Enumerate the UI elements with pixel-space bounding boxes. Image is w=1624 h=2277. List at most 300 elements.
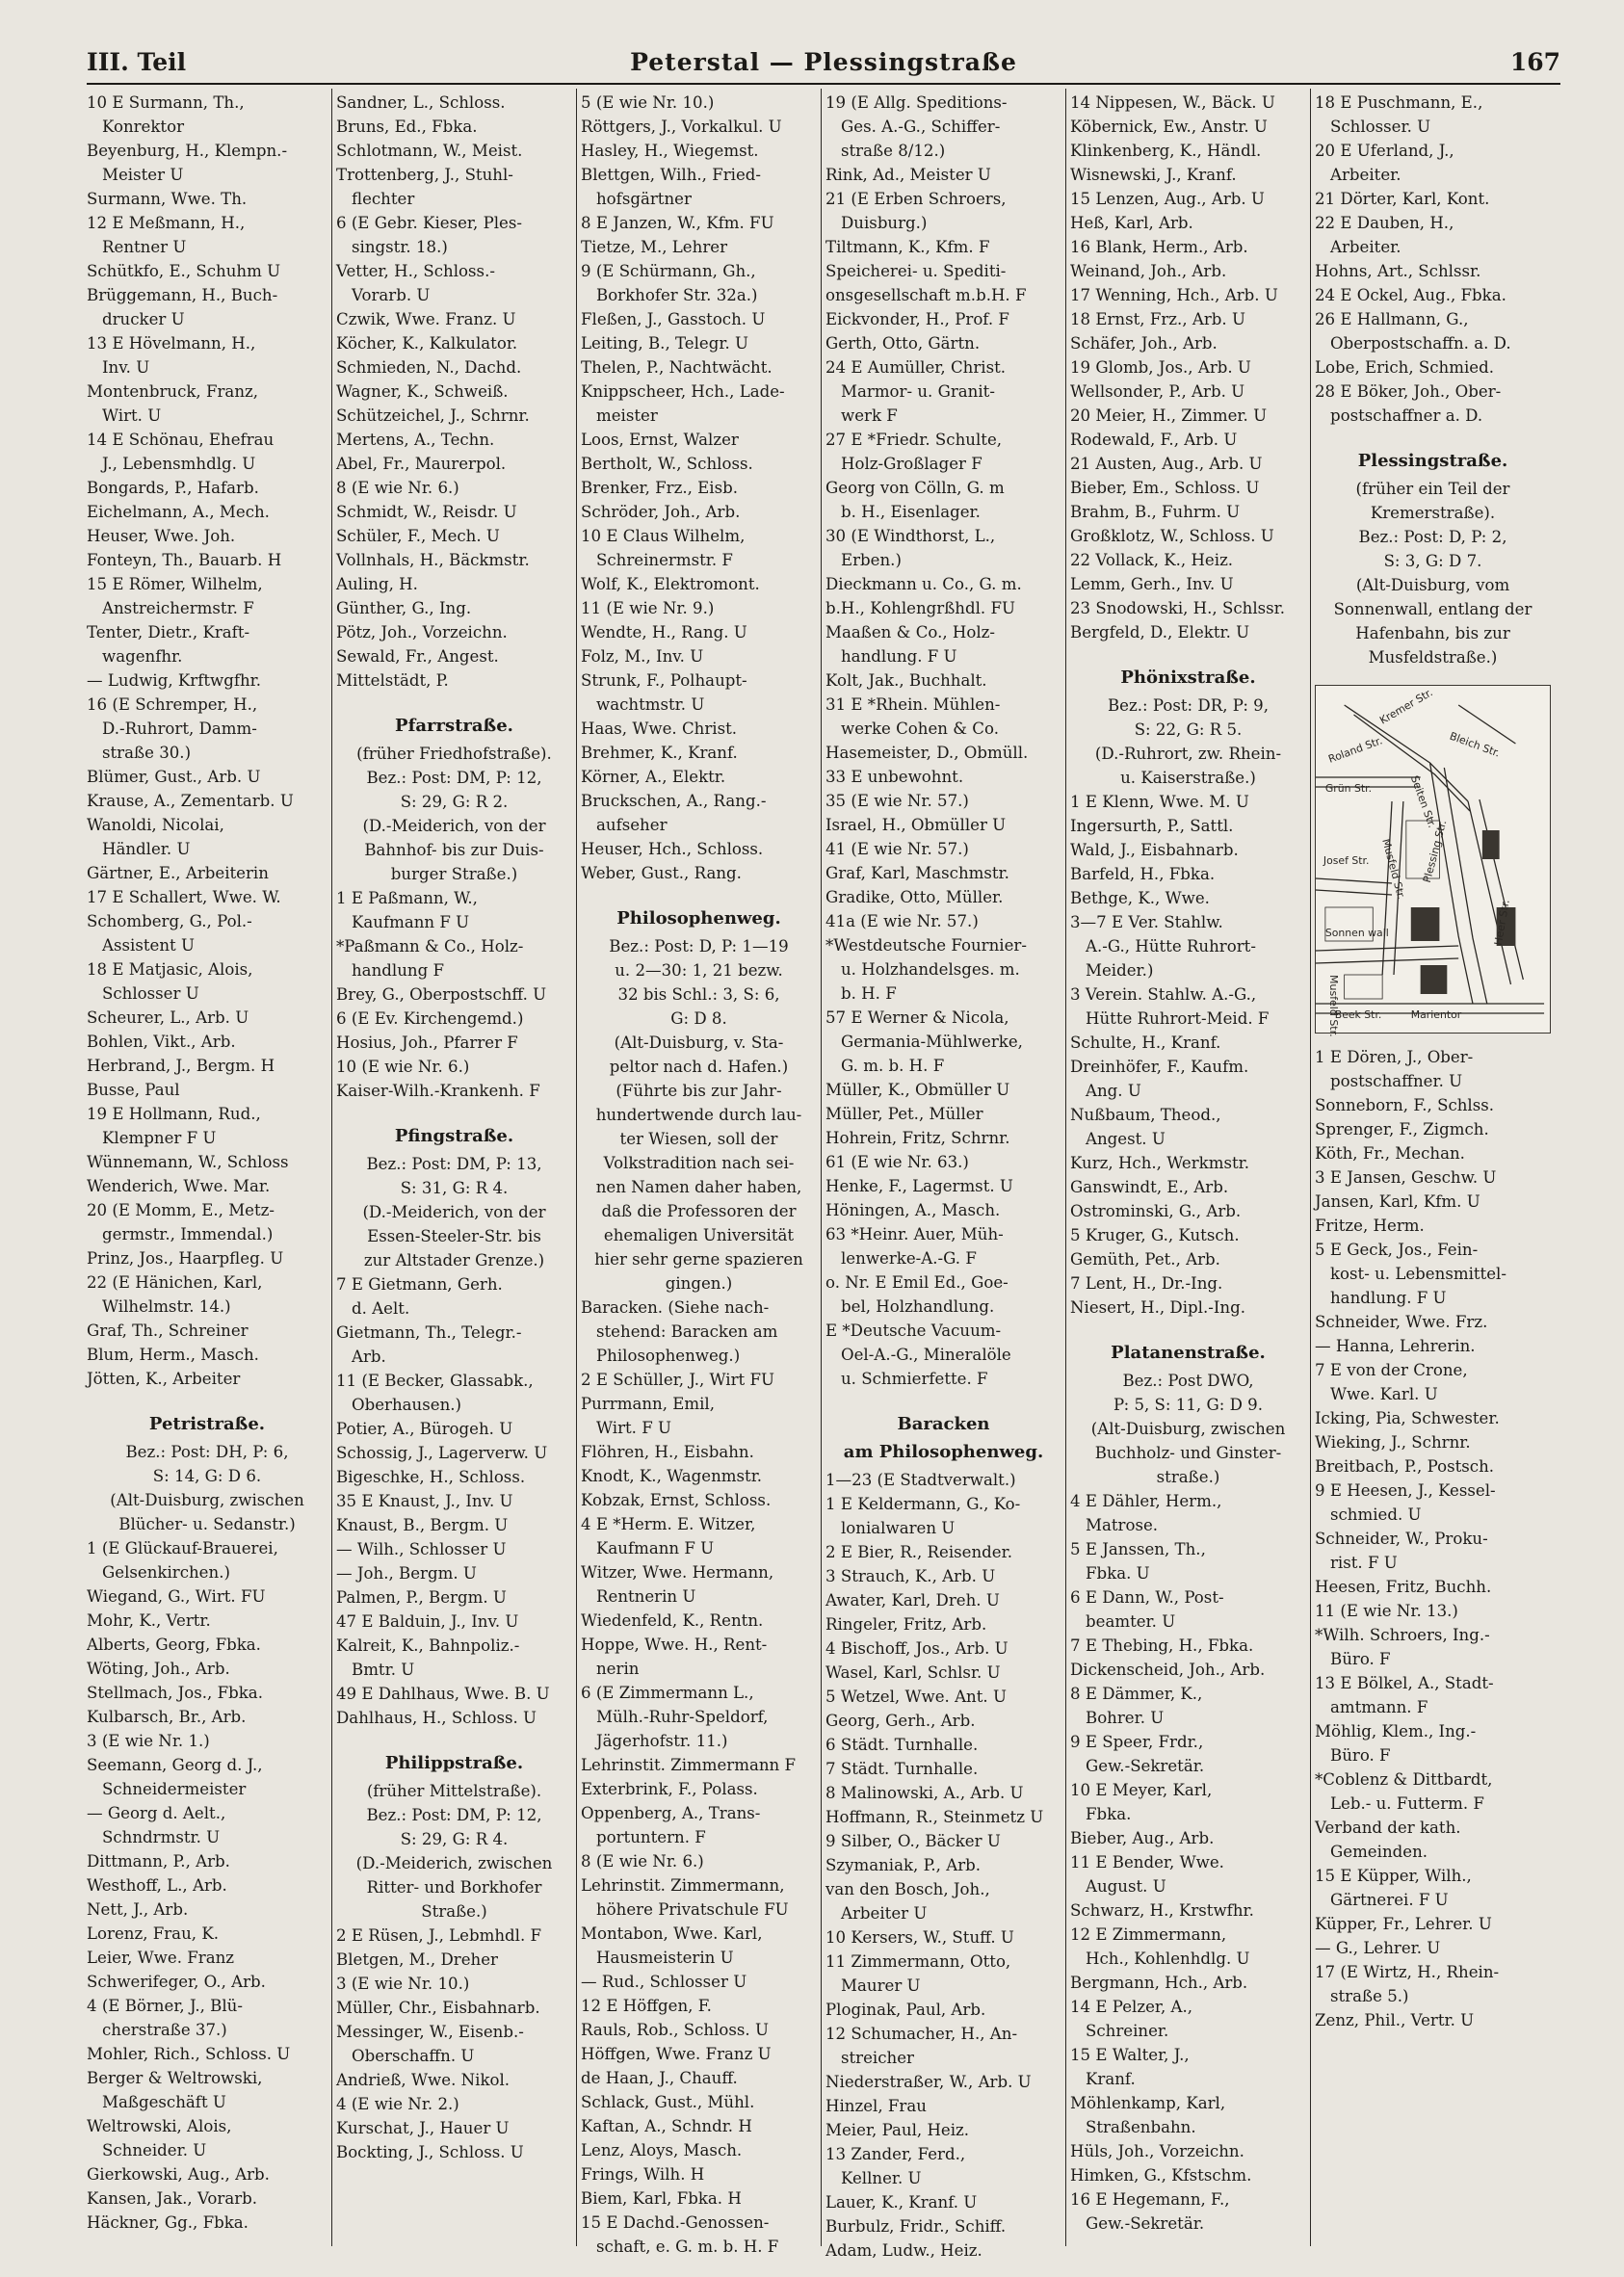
directory-entry: Oberhausen.): [352, 1396, 462, 1414]
directory-entry: Oberschaffn. U: [352, 2047, 475, 2065]
directory-entry: Krause, A., Zementarb. U: [87, 792, 294, 810]
directory-entry: — Georg d. Aelt.,: [87, 1804, 226, 1822]
directory-entry: Matrose.: [1086, 1516, 1159, 1534]
directory-entry: Arbeiter U: [841, 1904, 928, 1923]
directory-entry: 10 (E wie Nr. 6.): [336, 1058, 470, 1076]
directory-entry: 15 E Römer, Wilhelm,: [87, 575, 263, 593]
directory-entry: handlung. F U: [841, 647, 957, 666]
directory-entry: Montabon, Wwe. Karl,: [581, 1924, 763, 1943]
street-note: Bez.: Post: DM, P: 13,: [366, 1155, 542, 1173]
map-label: Seiten Str.: [1407, 773, 1439, 830]
directory-entry: 2 E Rüsen, J., Lebmhdl. F: [336, 1926, 542, 1945]
directory-entry: Kaufmann F U: [352, 913, 470, 931]
directory-entry: Köcher, K., Kalkulator.: [336, 334, 518, 353]
map-label: Heer Str.: [1491, 898, 1512, 947]
directory-entry: Gradike, Otto, Müller.: [825, 888, 1004, 906]
street-note: Musfeldstraße.): [1368, 648, 1498, 667]
directory-entry: u. Schmierfette. F: [841, 1370, 988, 1388]
directory-entry: Frings, Wilh. H: [581, 2165, 705, 2184]
directory-entry: 18 E Puschmann, E.,: [1315, 93, 1483, 112]
directory-entry: 23 Snodowski, H., Schlssr.: [1070, 599, 1286, 617]
directory-entry: Ges. A.-G., Schiffer-: [841, 118, 1001, 136]
directory-entry: drucker U: [102, 310, 185, 328]
street-note: S: 29, G: R 4.: [400, 1830, 509, 1848]
directory-entry: Palmen, P., Bergm. U: [336, 1588, 507, 1607]
directory-entry: 4 (E wie Nr. 2.): [336, 2095, 459, 2113]
directory-entry: 4 Bischoff, Jos., Arb. U: [825, 1639, 1008, 1658]
directory-entry: d. Aelt.: [352, 1299, 410, 1318]
part-label: III. Teil: [87, 48, 187, 76]
directory-entry: Czwik, Wwe. Franz. U: [336, 310, 516, 328]
street-note: Bez.: Post: D, P: 1—19: [609, 937, 789, 955]
directory-entry: 9 (E Schürmann, Gh.,: [581, 262, 756, 280]
directory-entry: Inv. U: [102, 358, 150, 377]
directory-entry: Angest. U: [1086, 1130, 1166, 1148]
directory-entry: Händler. U: [102, 840, 191, 858]
map-label: Marientor: [1410, 1008, 1462, 1022]
directory-entry: b.H., Kohlengrßhdl. FU: [825, 599, 1015, 617]
directory-entry: Dreinhöfer, F., Kaufm.: [1070, 1058, 1249, 1076]
directory-entry: 20 (E Momm, E., Metz-: [87, 1201, 275, 1219]
directory-entry: 20 E Uferland, J.,: [1315, 142, 1454, 160]
street-note: Straße.): [421, 1902, 487, 1921]
directory-entry: Folz, M., Inv. U: [581, 647, 704, 666]
directory-entry: — G., Lehrer. U: [1315, 1939, 1441, 1957]
directory-entry: handlung. F U: [1330, 1289, 1447, 1307]
directory-entry: Wendte, H., Rang. U: [581, 623, 747, 641]
directory-entry: Wilhelmstr. 14.): [102, 1297, 231, 1316]
street-note: u. Kaiserstraße.): [1120, 769, 1256, 787]
directory-entry: nerin: [596, 1660, 640, 1678]
directory-entry: Gierkowski, Aug., Arb.: [87, 2165, 270, 2184]
street-note: (früher Friedhofstraße).: [356, 745, 552, 763]
directory-entry: 8 E Dämmer, K.,: [1070, 1685, 1203, 1703]
directory-entry: Szymaniak, P., Arb.: [825, 1856, 982, 1874]
directory-entry: Bertholt, W., Schloss.: [581, 455, 753, 473]
directory-entry: aufseher: [596, 816, 668, 834]
directory-entry: — Wilh., Schlosser U: [336, 1540, 507, 1558]
directory-entry: Brehmer, K., Kranf.: [581, 744, 738, 762]
directory-entry: Bieber, Em., Schloss. U: [1070, 479, 1260, 497]
street-heading: am Philosophenweg.: [843, 1442, 1044, 1462]
directory-entry: Oel-A.-G., Mineralöle: [841, 1346, 1011, 1364]
directory-entry: Israel, H., Obmüller U: [825, 816, 1007, 834]
directory-entry: werke Cohen & Co.: [841, 720, 999, 738]
directory-entry: Philosophenweg.): [596, 1347, 741, 1365]
street-note: Bez.: Post: D, P: 2,: [1358, 528, 1507, 546]
directory-entry: Andrieß, Wwe. Nikol.: [336, 2071, 511, 2089]
directory-entry: 28 E Böker, Joh., Ober-: [1315, 382, 1502, 401]
directory-entry: 7 E Gietmann, Gerh.: [336, 1275, 503, 1294]
street-heading: Baracken: [897, 1414, 990, 1434]
street-note: (Alt-Duisburg, zwischen: [1090, 1420, 1286, 1438]
directory-entry: Wenderich, Wwe. Mar.: [87, 1177, 271, 1195]
directory-entry: Wwe. Karl. U: [1330, 1385, 1438, 1403]
directory-entry: Hoffmann, R., Steinmetz U: [825, 1808, 1044, 1826]
directory-entry: Schulte, H., Kranf.: [1070, 1034, 1221, 1052]
directory-entry: Bohrer. U: [1086, 1709, 1165, 1727]
directory-entry: Hinzel, Frau: [825, 2097, 927, 2115]
directory-entry: Georg von Cölln, G. m: [825, 479, 1005, 497]
directory-entry: lonialwaren U: [841, 1519, 956, 1537]
directory-entry: — Joh., Bergm. U: [336, 1564, 477, 1583]
directory-entry: Flöhren, H., Eisbahn.: [581, 1443, 754, 1461]
street-heading: Platanenstraße.: [1111, 1343, 1266, 1363]
street-note: G: D 8.: [670, 1009, 727, 1028]
street-note: Essen-Steeler-Str. bis: [367, 1227, 541, 1245]
directory-entry: Vollnhals, H., Bäckmstr.: [336, 551, 530, 569]
directory-entry: Hohrein, Fritz, Schrnr.: [825, 1129, 1010, 1147]
directory-entry: 1 E Dören, J., Ober-: [1315, 1048, 1474, 1066]
directory-entry: 35 (E wie Nr. 57.): [825, 792, 969, 810]
directory-entry: Leier, Wwe. Franz: [87, 1949, 235, 1967]
directory-entry: Exterbrink, F., Polass.: [581, 1780, 758, 1798]
directory-entry: 17 E Schallert, Wwe. W.: [87, 888, 281, 906]
directory-entry: Barfeld, H., Fbka.: [1070, 865, 1216, 883]
directory-entry: Oberpostschaffn. a. D.: [1330, 334, 1511, 353]
street-note: Buchholz- und Ginster-: [1094, 1444, 1282, 1462]
directory-entry: 11 (E wie Nr. 9.): [581, 599, 715, 617]
directory-entry: 15 E Walter, J.,: [1070, 2046, 1190, 2064]
directory-entry: Burbulz, Fridr., Schiff.: [825, 2217, 1007, 2236]
directory-entry: Gerth, Otto, Gärtn.: [825, 334, 981, 353]
directory-entry: Gietmann, Th., Telegr.-: [336, 1323, 522, 1342]
directory-entry: Eickvonder, H., Prof. F: [825, 310, 1009, 328]
directory-entry: wagenfhr.: [102, 647, 183, 666]
directory-entry: Körner, A., Elektr.: [581, 768, 726, 786]
directory-entry: Kellner. U: [841, 2169, 922, 2187]
column-1: [87, 89, 331, 2246]
directory-entry: Höningen, A., Masch.: [825, 1201, 1001, 1219]
directory-entry: lenwerke-A.-G. F: [841, 1249, 977, 1268]
directory-entry: 8 Malinowski, A., Arb. U: [825, 1784, 1024, 1802]
directory-entry: werk F: [841, 406, 898, 425]
directory-entry: Auling, H.: [336, 575, 418, 593]
directory-entry: 19 (E Allg. Speditions-: [825, 93, 1008, 112]
directory-entry: b. H., Eisenlager.: [841, 503, 981, 521]
directory-entry: Vorarb. U: [352, 286, 431, 304]
directory-entry: Verband der kath.: [1315, 1819, 1461, 1837]
directory-entry: 8 (E wie Nr. 6.): [581, 1852, 704, 1871]
directory-entry: Lobe, Erich, Schmied.: [1315, 358, 1494, 377]
directory-entry: Potier, A., Bürogeh. U: [336, 1420, 513, 1438]
street-note: peltor nach d. Hafen.): [609, 1058, 789, 1076]
directory-entry: Wöting, Joh., Arb.: [87, 1660, 230, 1678]
street-heading: Petristraße.: [148, 1414, 266, 1434]
directory-entry: Bergfeld, D., Elektr. U: [1070, 623, 1250, 641]
directory-entry: Montenbruck, Franz,: [87, 382, 259, 401]
directory-entry: Fonteyn, Th., Bauarb. H: [87, 551, 282, 569]
directory-entry: postschaffner. U: [1330, 1072, 1463, 1090]
directory-entry: 9 E Heesen, J., Kessel-: [1315, 1481, 1496, 1500]
directory-entry: Meier, Paul, Heiz.: [825, 2121, 970, 2139]
directory-entry: 5 Wetzel, Wwe. Ant. U: [825, 1688, 1007, 1706]
directory-entry: Blümer, Gust., Arb. U: [87, 768, 261, 786]
directory-entry: Marmor- u. Granit-: [841, 382, 995, 401]
directory-entry: Gew.-Sekretär.: [1086, 2214, 1205, 2233]
directory-entry: Hüls, Joh., Vorzeichn.: [1070, 2142, 1244, 2160]
street-note: daß die Professoren der: [601, 1202, 797, 1220]
directory-entry: Pötz, Joh., Vorzeichn.: [336, 623, 508, 641]
directory-entry: Henke, F., Lagermst. U: [825, 1177, 1013, 1195]
directory-entry: streicher: [841, 2049, 914, 2067]
directory-entry: handlung F: [352, 961, 444, 980]
directory-entry: 5 Kruger, G., Kutsch.: [1070, 1226, 1240, 1244]
directory-entry: 41a (E wie Nr. 57.): [825, 912, 979, 930]
directory-entry: Fleßen, J., Gasstoch. U: [581, 310, 766, 328]
directory-entry: Heesen, Fritz, Buchh.: [1315, 1578, 1492, 1596]
directory-entry: Fbka.: [1086, 1805, 1132, 1823]
directory-entry: 12 E Meßmann, H.,: [87, 214, 246, 232]
directory-entry: Seemann, Georg d. J.,: [87, 1756, 263, 1774]
directory-entry: Borkhofer Str. 32a.): [596, 286, 758, 304]
directory-entry: Ploginak, Paul, Arb.: [825, 2001, 986, 2019]
directory-entry: 16 Blank, Herm., Arb.: [1070, 238, 1248, 256]
directory-entry: Tiltmann, K., Kfm. F: [825, 238, 990, 256]
directory-entry: Schmidt, W., Reisdr. U: [336, 503, 517, 521]
directory-entry: Georg, Gerh., Arb.: [825, 1712, 976, 1730]
directory-entry: stehend: Baracken am: [596, 1322, 778, 1341]
directory-entry: 3—7 E Ver. Stahlw.: [1070, 913, 1223, 931]
directory-entry: Schlotmann, W., Meist.: [336, 142, 523, 160]
directory-entry: 15 Lenzen, Aug., Arb. U: [1070, 190, 1265, 208]
directory-entry: 2 E Bier, R., Reisender.: [825, 1543, 1012, 1561]
directory-entry: Schäfer, Joh., Arb.: [1070, 334, 1218, 353]
directory-entry: Dieckmann u. Co., G. m.: [825, 575, 1022, 593]
directory-entry: 16 (E Schremper, H.,: [87, 695, 258, 714]
directory-entry: Straßenbahn.: [1086, 2118, 1196, 2136]
directory-entry: germstr., Immendal.): [102, 1225, 274, 1243]
directory-entry: Rauls, Rob., Schloss. U: [581, 2021, 769, 2039]
street-note: Bez.: Post: DH, P: 6,: [125, 1443, 289, 1461]
directory-entry: beamter. U: [1086, 1612, 1176, 1631]
directory-entry: Germania-Mühlwerke,: [841, 1033, 1023, 1051]
directory-entry: Rink, Ad., Meister U: [825, 166, 991, 184]
directory-entry: Schmieden, N., Dachd.: [336, 358, 522, 377]
directory-entry: Adam, Ludw., Heiz.: [825, 2241, 982, 2260]
column-4: [821, 89, 1065, 2260]
directory-entry: Breitbach, P., Postsch.: [1315, 1457, 1495, 1476]
directory-entry: Rentnerin U: [596, 1587, 696, 1606]
directory-entry: 21 (E Erben Schroers,: [825, 190, 1007, 208]
directory-entry: 15 E Dachd.-Genossen-: [581, 2213, 770, 2232]
map-label: Sonnen wall: [1324, 926, 1389, 940]
street-note: Bez.: Post: DR, P: 9,: [1107, 696, 1270, 715]
directory-entry: Lehrinstit. Zimmermann,: [581, 1876, 785, 1895]
directory-entry: schaft, e. G. m. b. H. F: [596, 2238, 779, 2256]
directory-entry: Holz-Großlager F: [841, 455, 982, 473]
directory-entry: Kalreit, K., Bahnpoliz.-: [336, 1636, 520, 1655]
directory-entry: Wald, J., Eisbahnarb.: [1070, 841, 1239, 859]
directory-entry: Wiedenfeld, K., Rentn.: [581, 1611, 764, 1630]
directory-entry: 11 Zimmermann, Otto,: [825, 1952, 1011, 1971]
directory-entry: kost- u. Lebensmittel-: [1330, 1265, 1506, 1283]
directory-entry: Dittmann, P., Arb.: [87, 1852, 230, 1871]
directory-entry: 61 (E wie Nr. 63.): [825, 1153, 969, 1171]
directory-entry: Kolt, Jak., Buchhalt.: [825, 671, 987, 690]
directory-entry: hofsgärtner: [596, 190, 692, 208]
directory-entry: Schndrmstr. U: [102, 1828, 221, 1846]
directory-entry: J., Lebensmhdlg. U: [102, 455, 256, 473]
directory-entry: Beyenburg, H., Klempn.-: [87, 142, 288, 160]
directory-entry: Jötten, K., Arbeiter: [87, 1370, 241, 1388]
directory-entry: Schossig, J., Lagerverw. U: [336, 1444, 548, 1462]
street-note: zur Altstader Grenze.): [363, 1251, 545, 1269]
street-heading: Pfingstraße.: [394, 1126, 514, 1146]
directory-entry: Schütkfo, E., Schuhm U: [87, 262, 281, 280]
directory-entry: *Coblenz & Dittbardt,: [1315, 1770, 1493, 1789]
directory-entry: 3 Strauch, K., Arb. U: [825, 1567, 996, 1585]
directory-entry: Knaust, B., Bergm. U: [336, 1516, 509, 1534]
directory-entry: Busse, Paul: [87, 1081, 180, 1099]
directory-entry: 18 Ernst, Frz., Arb. U: [1070, 310, 1245, 328]
directory-entry: Heß, Karl, Arb.: [1070, 214, 1193, 232]
directory-entry: 12 E Zimmermann,: [1070, 1925, 1227, 1944]
directory-entry: Hütte Ruhrort-Meid. F: [1086, 1009, 1270, 1028]
directory-entry: 3 (E wie Nr. 10.): [336, 1975, 470, 1993]
directory-entry: Schlosser U: [102, 984, 199, 1003]
directory-entry: 19 Glomb, Jos., Arb. U: [1070, 358, 1251, 377]
directory-entry: Ostrominski, G., Arb.: [1070, 1202, 1242, 1220]
directory-entry: 11 (E wie Nr. 13.): [1315, 1602, 1458, 1620]
street-note: 32 bis Schl.: 3, S: 6,: [617, 985, 780, 1004]
directory-entry: Brüggemann, H., Buch-: [87, 286, 278, 304]
directory-entry: Kaufmann F U: [596, 1539, 715, 1557]
directory-entry: Rodewald, F., Arb. U: [1070, 431, 1238, 449]
directory-entry: Kaftan, A., Schndr. H: [581, 2117, 752, 2135]
directory-entry: Müller, K., Obmüller U: [825, 1081, 1010, 1099]
street-map: [1315, 685, 1551, 1037]
street-note: gingen.): [665, 1274, 733, 1293]
page-number: 167: [1509, 48, 1560, 76]
directory-entry: Sandner, L., Schloss.: [336, 93, 506, 112]
directory-entry: Messinger, W., Eisenb.-: [336, 2023, 524, 2041]
directory-entry: straße 30.): [102, 744, 192, 762]
directory-entry: 11 E Bender, Wwe.: [1070, 1853, 1224, 1871]
directory-entry: b. H. F: [841, 984, 897, 1003]
directory-entry: Bletgen, M., Dreher: [336, 1950, 498, 1969]
directory-entry: Köbernick, Ew., Anstr. U: [1070, 118, 1268, 136]
directory-entry: 2 E Schüller, J., Wirt FU: [581, 1371, 774, 1389]
directory-entry: Möhlenkamp, Karl,: [1070, 2094, 1226, 2112]
directory-entry: Küpper, Fr., Lehrer. U: [1315, 1915, 1492, 1933]
directory-entry: Strunk, F., Polhaupt-: [581, 671, 747, 690]
street-heading: Phönixstraße.: [1120, 667, 1256, 688]
directory-entry: Bohlen, Vikt., Arb.: [87, 1033, 236, 1051]
directory-entry: Berger & Weltrowski,: [87, 2069, 263, 2087]
directory-entry: 4 E *Herm. E. Witzer,: [581, 1515, 756, 1533]
directory-entry: Weinand, Joh., Arb.: [1070, 262, 1227, 280]
directory-entry: Knippscheer, Hch., Lade-: [581, 382, 785, 401]
directory-entry: Speicherei- u. Spediti-: [825, 262, 1007, 280]
directory-entry: Blum, Herm., Masch.: [87, 1346, 259, 1364]
map-label: Grün Str.: [1324, 781, 1373, 796]
street-note: Volkstradition nach sei-: [603, 1154, 795, 1172]
directory-entry: Wolf, K., Elektromont.: [581, 575, 760, 593]
street-note: (D.-Meiderich, von der: [362, 817, 546, 835]
directory-entry: 3 Verein. Stahlw. A.-G.,: [1070, 985, 1257, 1004]
directory-entry: Gemeinden.: [1330, 1843, 1428, 1861]
directory-entry: 11 (E Becker, Glassabk.,: [336, 1372, 534, 1390]
street-note: S: 31, G: R 4.: [400, 1179, 509, 1197]
directory-entry: 4 (E Börner, J., Blü-: [87, 1997, 243, 2015]
directory-entry: 21 Austen, Aug., Arb. U: [1070, 455, 1263, 473]
directory-entry: Bieber, Aug., Arb.: [1070, 1829, 1215, 1847]
directory-entry: Surmann, Wwe. Th.: [87, 190, 248, 208]
directory-entry: 10 Kersers, W., Stuff. U: [825, 1928, 1014, 1947]
directory-entry: 5 (E wie Nr. 10.): [581, 93, 715, 112]
street-note: u. 2—30: 1, 21 bezw.: [615, 961, 783, 980]
street-note: Kremerstraße).: [1370, 504, 1496, 522]
directory-entry: Köth, Fr., Mechan.: [1315, 1144, 1465, 1163]
directory-entry: Großklotz, W., Schloss. U: [1070, 527, 1274, 545]
directory-entry: Schüler, F., Mech. U: [336, 527, 500, 545]
street-note: (Alt-Duisburg, vom: [1355, 576, 1510, 594]
directory-entry: Mohler, Rich., Schloss. U: [87, 2045, 291, 2063]
street-note: hier sehr gerne spazieren: [594, 1250, 803, 1269]
directory-entry: 3 (E wie Nr. 1.): [87, 1732, 210, 1750]
directory-entry: 1 E Keldermann, G., Ko-: [825, 1495, 1021, 1513]
street-note: (früher ein Teil der: [1355, 480, 1510, 498]
street-note: (Alt-Duisburg, zwischen: [110, 1491, 304, 1509]
map-label: Kremer Str.: [1377, 686, 1435, 727]
directory-entry: Arbeiter.: [1330, 166, 1401, 184]
street-note: (früher Mittelstraße).: [366, 1782, 542, 1800]
directory-entry: — Ludwig, Krftwgfhr.: [87, 671, 262, 690]
directory-entry: A.-G., Hütte Ruhrort-: [1086, 937, 1256, 955]
directory-entry: Hausmeisterin U: [596, 1949, 734, 1967]
directory-entry: Anstreichermstr. F: [102, 599, 254, 617]
directory-entry: Kobzak, Ernst, Schloss.: [581, 1491, 772, 1509]
directory-entry: van den Bosch, Joh.,: [825, 1880, 990, 1898]
directory-entry: Rentner U: [102, 238, 187, 256]
directory-entry: — Rud., Schlosser U: [581, 1973, 747, 1991]
directory-entry: *Paßmann & Co., Holz-: [336, 937, 524, 955]
directory-entry: Bruckschen, A., Rang.-: [581, 792, 767, 810]
directory-entry: Fritze, Herm.: [1315, 1217, 1425, 1235]
directory-entry: Brey, G., Oberpostschff. U: [336, 985, 547, 1004]
directory-entry: Konrektor: [102, 118, 185, 136]
directory-entry: Gelsenkirchen.): [102, 1563, 230, 1582]
directory-entry: Assistent U: [102, 936, 195, 955]
directory-entry: Wagner, K., Schweiß.: [336, 382, 509, 401]
directory-columns: [87, 89, 1560, 2260]
directory-entry: Gemüth, Pet., Arb.: [1070, 1250, 1220, 1269]
directory-entry: 6 (E Zimmermann L.,: [581, 1684, 754, 1702]
directory-entry: singstr. 18.): [352, 238, 448, 256]
directory-entry: Wünnemann, W., Schloss: [87, 1153, 289, 1171]
directory-entry: 17 Wenning, Hch., Arb. U: [1070, 286, 1278, 304]
directory-entry: onsgesellschaft m.b.H. F: [825, 286, 1027, 304]
directory-entry: Abel, Fr., Maurerpol.: [336, 455, 507, 473]
street-note: nen Namen daher haben,: [595, 1178, 802, 1196]
street-note: S: 22, G: R 5.: [1134, 720, 1243, 739]
directory-entry: Bruns, Ed., Fbka.: [336, 118, 478, 136]
directory-entry: Nett, J., Arb.: [87, 1900, 189, 1919]
directory-entry: Niederstraßer, W., Arb. U: [825, 2073, 1032, 2091]
directory-entry: 7 E Thebing, H., Fbka.: [1070, 1636, 1254, 1655]
directory-entry: Icking, Pia, Schwester.: [1315, 1409, 1500, 1427]
directory-entry: 3 E Jansen, Geschw. U: [1315, 1168, 1497, 1187]
directory-entry: Schneider, Wwe. Frz.: [1315, 1313, 1488, 1331]
directory-entry: Arbeiter.: [1330, 238, 1401, 256]
street-heading: Pfarrstraße.: [395, 716, 513, 736]
directory-entry: *Wilh. Schroers, Ing.-: [1315, 1626, 1490, 1644]
directory-entry: Röttgers, J., Vorkalkul. U: [581, 118, 782, 136]
street-note: Blücher- u. Sedanstr.): [118, 1515, 296, 1533]
directory-entry: 22 E Dauben, H.,: [1315, 214, 1454, 232]
directory-entry: Maaßen & Co., Holz-: [825, 623, 996, 641]
